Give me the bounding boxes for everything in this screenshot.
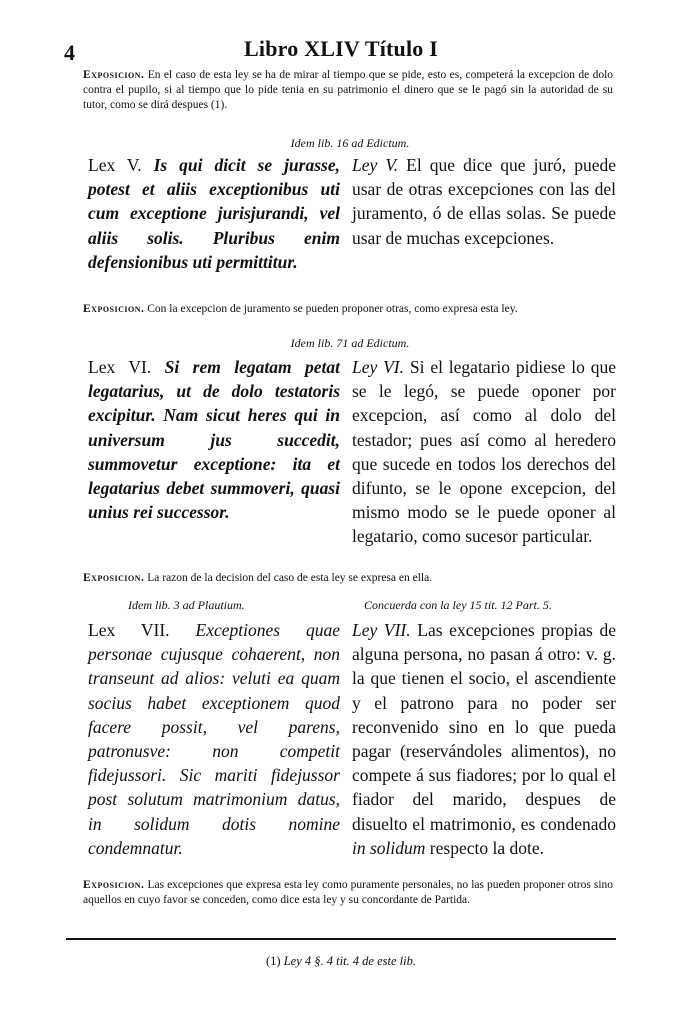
law-body-italic: in solidum (352, 837, 426, 858)
exposicion-label: Exposicion. (83, 69, 145, 81)
footnote-text: Ley 4 §. 4 tit. 4 de este lib. (283, 954, 416, 968)
exposicion-text: La razon de la decision del caso de esta ley se expresa en ella. (147, 572, 433, 584)
exposicion-label: Exposicion. (83, 879, 145, 891)
spanish-law-text (352, 355, 616, 549)
exposicion-text: Con la excepcion de juramento se pueden proponer otras, como expresa esta ley. (147, 303, 518, 315)
law-body: Exceptiones quae personae cujusque cohaerent, non transeunt ad alios: veluti ea quam socius habet exceptionem quod facere possit, vel parens, patronusve: non competit fidejussori. Sic mariti fidejussor post solutum matrimonium datus, in solidum dotis nomine condemnatur. (88, 620, 341, 858)
footnote (0, 954, 682, 969)
law-label: Ley VI. (352, 357, 405, 377)
page-title: Libro XLIV Título I (244, 36, 438, 61)
law-body: El que dice que juró, puede usar de otras excepciones con las del juramento, ó de ellas solas. Se puede usar de muchas excepciones. (352, 155, 616, 248)
footnote-divider (66, 938, 616, 940)
law-label: Ley VII. (352, 620, 411, 640)
concordance-line: Concuerda con la ley 15 tit. 12 Part. 5. (364, 598, 552, 612)
exposicion-paragraph (83, 302, 613, 317)
exposicion-text: Las excepciones que expresa esta ley como puramente personales, no las pueden proponer otros sino aquellos en cuyo favor se conceden, como dice esta ley y su concordante de Partida. (83, 879, 614, 906)
exposicion-text: En el caso de esta ley se ha de mirar al tiempo que se pide, esto es, competerá la excepcion de dolo contra el pupilo, si al tiempo que lo pide tenia en su patrimonio el dinero que se le pagó sin la autoridad de su tutor, como se dirá despues (1). (83, 69, 614, 111)
citation-line: Idem lib. 3 ad Plautium. (128, 598, 245, 612)
law-body: respecto la dote. (429, 837, 544, 858)
latin-law-text (88, 355, 340, 524)
law-body: Si el legatario pidiese lo que se le legó, se puede oponer por excepcion, así como al dolo del testador; pues así como al heredero que sucede en todos los derechos del difunto, se le opone excepcion, del mismo modo se le puede oponer al legatario, como sucesor particular. (352, 357, 617, 547)
spanish-law-text (352, 153, 616, 250)
citation-line: Idem lib. 71 ad Edictum. (290, 336, 410, 350)
law-label: Ley V. (352, 155, 399, 175)
exposicion-paragraph (83, 878, 613, 908)
exposicion-label: Exposicion. (83, 303, 145, 315)
law-label: Lex VI. (88, 357, 152, 377)
page-number: 4 (64, 40, 75, 65)
citation-line: Idem lib. 16 ad Edictum. (290, 136, 410, 150)
exposicion-paragraph (83, 571, 613, 586)
law-body: Is qui dicit se jurasse, potest et aliis exceptionibus uti cum exceptione jurisjurandi, vel aliis solis. Pluribus enim defensionibus uti permittitur. (88, 155, 340, 272)
footnote-marker: (1) (266, 954, 281, 968)
law-body: Si rem legatam petat legatarius, ut de dolo testatoris excipitur. Nam sicut heres qui in universum jus succedit, summovetur exceptione: ita et legatarius debet summoveri, quasi unius rei successor. (88, 357, 341, 523)
law-label: Lex V. (88, 155, 142, 175)
law-body: Las excepciones propias de alguna persona, no pasan á otro: v. g. la que tienen el socio, el ascendiente y el patrono para no poder ser reconvenido sino en lo que pueda pagar (reservándoles alimentos), no compete á sus fiadores; por lo qual el fiador del marido, despues de disuelto el matrimonio, es condenado (352, 620, 616, 834)
latin-law-text (88, 153, 340, 274)
law-label: Lex VII. (88, 620, 170, 640)
spanish-law-text (352, 618, 616, 860)
exposicion-label: Exposicion. (83, 572, 145, 584)
exposicion-paragraph (83, 68, 613, 113)
latin-law-text (88, 618, 340, 860)
